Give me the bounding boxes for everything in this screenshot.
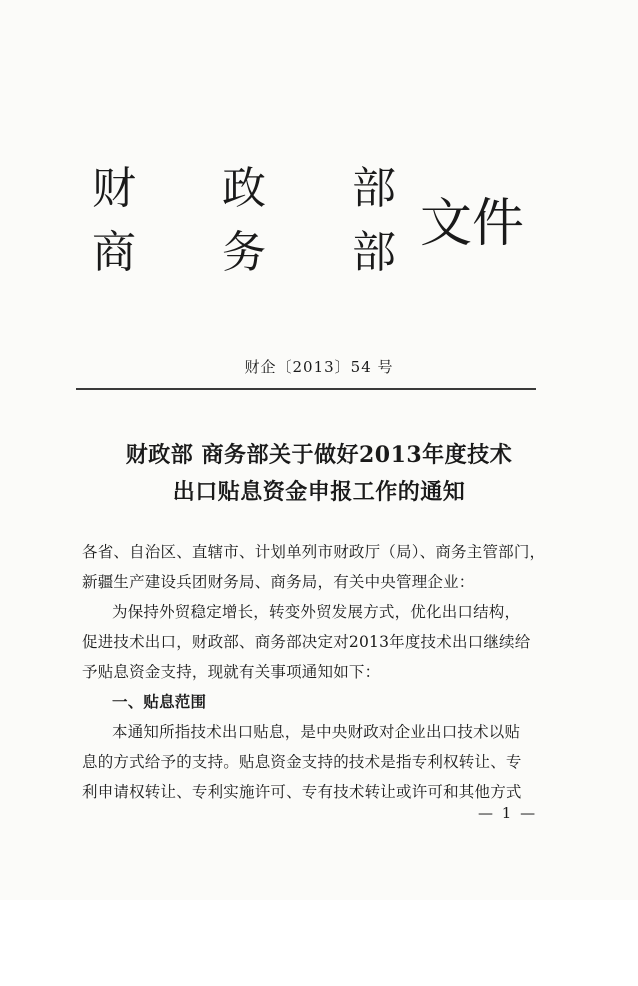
body-line: 各省、自治区、直辖市、计划单列市财政厅（局）、商务主管部门， [82, 543, 546, 561]
body-line: 息的方式给予的支持。贴息资金支持的技术是指专利权转让、专 [82, 753, 522, 771]
header-divider [76, 388, 536, 390]
body-line: 新疆生产建设兵团财务局、商务局，有关中央管理企业： [82, 573, 475, 591]
masthead-char: 商 [92, 227, 136, 278]
body-line: 予贴息资金支持，现就有关事项通知如下： [82, 663, 381, 681]
masthead-column-2 [222, 164, 266, 278]
masthead-char: 财 [92, 163, 136, 214]
masthead-char: 务 [222, 227, 266, 278]
page-number: — 1 — [478, 804, 538, 822]
body-line: 本通知所指技术出口贴息，是中央财政对企业出口技术以贴 [112, 723, 521, 741]
body-line: 为保持外贸稳定增长，转变外贸发展方式，优化出口结构， [112, 603, 521, 621]
masthead-column-1 [92, 164, 136, 278]
masthead-char: 政 [222, 163, 266, 214]
body-line: 促进技术出口，财政部、商务部决定对2013年度技术出口继续给 [82, 633, 531, 651]
document-title-line-1: 财政部 商务部关于做好2013年度技术 [125, 442, 513, 468]
masthead-char: 部 [352, 163, 396, 214]
masthead-suffix: 文件 [420, 194, 525, 254]
document-title-line-2: 出口贴息资金申报工作的通知 [172, 479, 466, 505]
masthead-column-3 [352, 164, 396, 278]
body-line: 利申请权转让、专利实施许可、专有技术转让或许可和其他方式 [82, 783, 522, 801]
section-heading: 一、贴息范围 [112, 692, 207, 711]
masthead-char: 部 [352, 227, 396, 278]
document-number: 财企〔2013〕54 号 [244, 358, 394, 376]
